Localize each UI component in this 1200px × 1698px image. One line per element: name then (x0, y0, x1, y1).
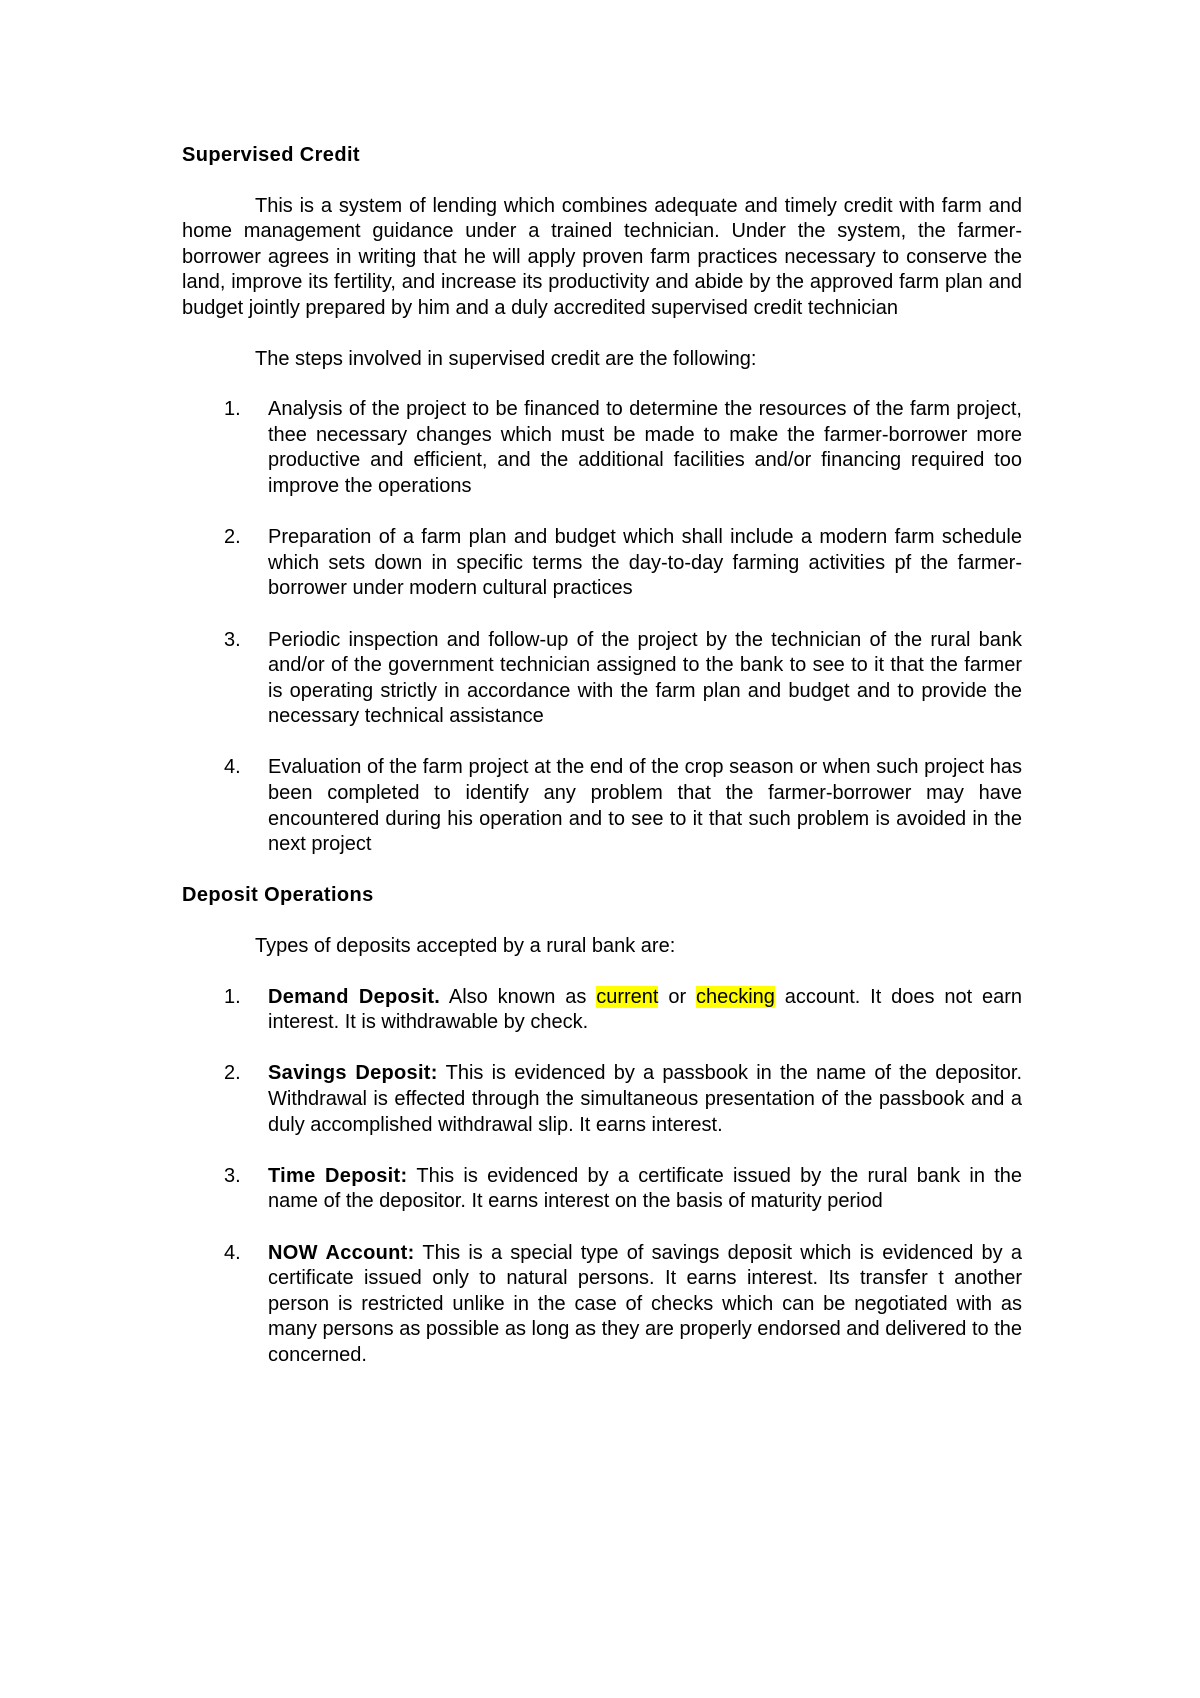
deposit-types-lead: Types of deposits accepted by a rural bank are: (255, 935, 676, 958)
deposit-description: This is evidenced by a passbook in the name of the depositor. Withdrawal is effected through the simultaneous presentation of the passbook and a duly accomplished withdrawal slip. It earns interest. (268, 1062, 1022, 1136)
deposit-term: NOW Account: (268, 1241, 415, 1264)
list-number: 1. (224, 398, 241, 421)
list-item-text: Preparation of a farm plan and budget which shall include a modern farm schedule which sets down in specific terms the day-to-day farming activities pf the farmer-borrower under modern cultural practices (268, 526, 1022, 600)
deposit-term: Demand Deposit. (268, 985, 441, 1008)
list-item (182, 628, 1022, 730)
list-number: 2. (224, 526, 241, 549)
document-body (182, 143, 1022, 1369)
list-item (182, 525, 1022, 602)
deposit-types-list (182, 985, 1022, 1369)
list-item (182, 755, 1022, 857)
deposit-description: account. It does not earn interest. It is withdrawable by check. (268, 985, 1022, 1034)
supervised-credit-steps (182, 397, 1022, 858)
deposit-description: Also known as (440, 985, 597, 1008)
list-item-text: Analysis of the project to be financed to determine the resources of the farm project, thee necessary changes which must be made to make the farmer-borrower more productive and efficient, and the additional facilities and/or financing required too improve the operations (268, 398, 1022, 497)
deposit-description: This is a special type of savings deposit which is evidenced by a certificate issued only to natural persons. It earns interest. Its transfer t another person is restricted unlike in the case of checks which can be negotiated with as many persons as possible as long as they are properly endorsed and delivered to the concerned. (268, 1241, 1022, 1366)
list-number: 3. (224, 1164, 241, 1187)
list-item-text: Periodic inspection and follow-up of the project by the technician of the rural bank and/or of the government technician assigned to the bank to see to it that the farmer is operating strictly in accordance with the farm plan and budget and to provide the necessary technical assistance (268, 628, 1022, 728)
deposit-term: Time Deposit: (268, 1164, 408, 1187)
deposit-term: Savings Deposit: (268, 1062, 438, 1085)
deposit-operations-heading: Deposit Operations (182, 884, 374, 907)
supervised-credit-heading: Supervised Credit (182, 144, 360, 166)
list-item (182, 985, 1022, 1036)
list-item-text: Evaluation of the farm project at the end of the crop season or when such project has been completed to identify any problem that the farmer-borrower may have encountered during his operation and to see to it that such problem is avoided in the next project (268, 756, 1022, 856)
steps-lead: The steps involved in supervised credit are the following: (255, 347, 757, 370)
supervised-credit-intro: This is a system of lending which combines adequate and timely credit with farm and home management guidance under a trained technician. Under the system, the farmer-borrower agrees in writing that he will apply proven farm practices necessary to conserve the land, improve its fertility, and increase its productivity and abide by the approved farm plan and budget jointly prepared by him and a duly accredited supervised credit technician (182, 194, 1022, 319)
deposit-description: or (658, 985, 696, 1008)
list-number: 3. (224, 628, 241, 651)
list-item (182, 1164, 1022, 1215)
list-item (182, 1241, 1022, 1369)
list-number: 2. (224, 1062, 241, 1085)
list-number: 4. (224, 1241, 241, 1264)
list-item (182, 397, 1022, 499)
list-number: 1. (224, 985, 241, 1008)
list-item (182, 1061, 1022, 1138)
highlighted-term: current (596, 985, 659, 1008)
highlighted-term: checking (695, 985, 775, 1008)
deposit-description: This is evidenced by a certificate issued by the rural bank in the name of the depositor. It earns interest on the basis of maturity period (268, 1164, 1022, 1213)
list-number: 4. (224, 756, 241, 779)
